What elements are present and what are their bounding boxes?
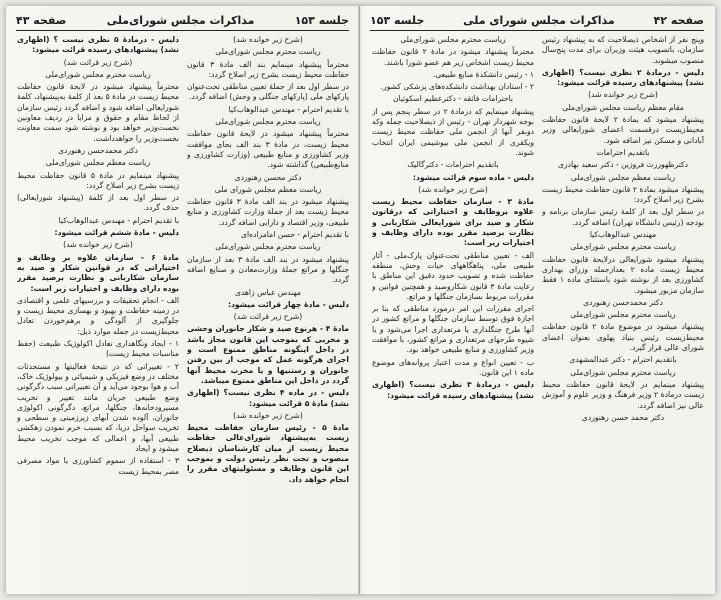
paragraph: الف - انجام تحقیقات و بررسیهای علمی و اقتصادی در زمینه حفاظت و بهبود و بهسازی محیط زیست و جلوگیری از آلودگی و برهم‌خوردن تعادل محیط‌زیست در جمله موارد ذیل:	[17, 295, 179, 336]
left-page-number: صفحه ۴۳	[16, 14, 67, 27]
paragraph: (شرح زیر قرائت شد)	[233, 312, 303, 322]
paragraph: ریاست محترم مجلس شورای‌ملی	[45, 69, 151, 79]
book-gutter	[358, 6, 364, 594]
paragraph: اجرای مقررات این امر درمورد مناطقی که بنا بر اجازهٔ فوق توسط سازمان جنگلها و مراتع کشور در آنها طرح جنگلداری یا مرتعداری اجرا می‌شود و یا شیوه طرحهای مرتعداری و مراتع کشور، با موافقت وزیر کشاورزی و منابع طبیعی خواهد بود.	[372, 304, 534, 355]
paragraph: در سطر اول بعد از کلمهٔ رئیس سازمان برنامه و بودجه (رئیس دانشگاه تهران) اضافه گردد.	[542, 207, 704, 227]
paragraph: مادهٔ ۵ - رئیس سازمان حفاظت محیط زیست به‌پیشنهاد شورای‌عالی حفاظت محیط زیست از میان کارشناسان ذیصلاح منصوب و تحت نظر رئیس دولت و بموجب این قانون وظایف و مسئولیتهای مقرر را انجام خواهد داد.	[187, 423, 349, 484]
paragraph: وپنج نفر از اشخاص ذیصلاحیت که به پیشنهاد رئیس سازمان، باتصویب هیئت وزیران برای مدت پنج‌سال منصوب میشوند.	[542, 35, 704, 65]
paragraph: (شرح زیر خوانده شد)	[63, 240, 133, 250]
paragraph: پیشنهاد مینمایم در لایحهٔ قانون حفاظت محیط زیست درمادهٔ ۲ وزیر فرهنگ و وزیر علوم و آموزش عالی نیز اضافه گردد.	[542, 379, 704, 410]
left-page-header	[16, 14, 349, 31]
paragraph: دکترظهوررث فروزین - دکتر سعید بهادری	[558, 160, 688, 170]
right-page-columns	[370, 35, 704, 583]
paragraph: ریاست معظم مجلس شورای‌ملی	[570, 172, 676, 182]
paragraph: پیشنهاد میشود که بمادهٔ ۲ لایحهٔ قانون حفاظت محیط‌زیست درقسمت اعضای شورایعالی وزیر آبادانی و مسکن نیز اضافه شود.	[542, 115, 704, 145]
paragraph: ۱ - رئیس دانشکدهٔ منابع طبیعی.	[432, 69, 534, 79]
paragraph: ریاست معظم مجلس شورای‌ملی	[45, 158, 151, 168]
paragraph: دلیس - مادهٔ ششم قرائت میشود:	[54, 228, 179, 238]
paragraph: مقام معظم ریاست مجلس شورای‌ملی	[562, 102, 684, 112]
left-page	[6, 6, 360, 594]
right-page-number: صفحه ۴۲	[653, 14, 704, 27]
paragraph: ۱ - ایجاد ونگاهداری تعادل اکولوژیک طبیعت (حفظ مناسبات محیط زیست)	[17, 339, 179, 359]
right-page-session: جلسه ۱۵۳	[370, 14, 425, 27]
paragraph: مادهٔ ۶ - سازمان علاوه بر وظایف و اختیاراتی که در قوانین شکار و صید به سازمان شکاربانی و نظارت برصید مقرر بوده دارای وظایف و اختیارات زیر است:	[17, 252, 179, 293]
paragraph: محترماً پیشنهاد میشود در مادهٔ ۲ قانون حفاظت محیط زیست اشخاص زیر هم عضو شورا باشند.	[372, 47, 534, 67]
left-page-title: مذاکرات مجلس شورای‌ملی	[106, 14, 255, 27]
paragraph: پیشنهاد میشود در موضوع مادهٔ ۲ قانون حفاظت محیط‌زیست رئیس بنیاد پهلوی بعنوان اعضای شورای عالی قرار گیرد.	[542, 322, 704, 353]
paragraph: دکتر محمدحسن رهنوردی	[58, 145, 138, 155]
paragraph: دلیس - ماده سوم قرائت میشود:	[412, 172, 534, 182]
paragraph: (شرح زیر قرائت شد)	[63, 57, 133, 67]
right-page-header	[370, 14, 704, 31]
paragraph: پیشنهاد میشود شورایعالی درلایحهٔ قانون حفاظت محیط زیست ماده ۲ بعدازجمله وزرای بهداری کشاورزی بعد از نوشته شود باستثنای ماده ۱ فقط سازمان مزبور میشود.	[542, 254, 704, 295]
paragraph: دلیس - در ماده ۴ نظری نیست؟ (اظهاری نشد) مادهٔ ۵ قرائت میشود:	[187, 388, 349, 408]
paragraph: (شرح زیر خوانده شد)	[418, 184, 488, 194]
paragraph: پیشنهاد مینمایم در مادهٔ ۵ قانون حفاظت محیط زیست بشرح زیر اصلاح گردد:	[17, 170, 179, 190]
paragraph: باتقدیم احترامات - دکترگالیک	[407, 160, 499, 170]
paragraph: دلیس - درمادهٔ ۳ نظری نیست؟ (اظهاری نشد) پیشنهادهای رسیده قرائت میشود:	[372, 380, 534, 400]
paragraph: ریاست محترم مجلس شورای‌ملی	[215, 47, 321, 57]
paragraph: با تقدیم احترام - حسن امامزاده‌ای	[241, 230, 349, 240]
right-page-title: مذاکرات مجلس شورای ملی	[463, 14, 615, 27]
paragraph: ریاست معظم مجلس شورای ملی	[214, 184, 322, 194]
paragraph: الف - تعیین مناطقی تحت‌عنوان پارک‌ملی - آثار طبیعی ملی، پناهگاههای حیات وحش، منطقه حفاظت شده و تصویب حدود دقیق این مناطق با رعایت مادهٔ ۳ قانون شکاروصید و همچنین قوانین و مقررات مربوط بسازمان جنگلها و مراتع.	[372, 250, 534, 301]
paragraph: (شرح زیر خوانده شد)	[233, 35, 303, 44]
paragraph: باتقدیم احترام - دکتر عبدالمشهدی	[569, 355, 677, 365]
paragraph: ب - تعیین انواع و مدت اعتبار پروانه‌های موضوع ماده ۱ این قانون.	[372, 357, 534, 377]
paragraph: مادهٔ ۳ - سازمان حفاظت محیط زیست علاوه بروظایف و اختیاراتی که درقانون شکار و صید برای شورایعالی شکاربانی و نظارت برصید مقرر بوده دارای وظایف و اختیارات زیر است:	[372, 197, 534, 248]
right-page	[360, 6, 714, 594]
paragraph: (شرح زیر خوانده شد)	[588, 90, 658, 100]
left-page-right-column	[187, 35, 349, 583]
paragraph: ریاست محترم مجلس شورای‌ملی	[570, 242, 676, 252]
paragraph: ۳ - استفاده از سموم کشاورزی یا مواد مصرفی مضر بمحیط زیست	[17, 456, 179, 476]
paragraph: در سطر اول بعد از جملهٔ تعیین مناطقی تحت‌عنوان پارکهای ملی (پارکهای جنگلی و وحش) اضافه گردد.	[187, 82, 349, 102]
left-page-left-column	[17, 35, 179, 583]
paragraph: باحترامات فائقه - دکترعظیم اسکوئیان	[392, 94, 514, 104]
paragraph: دکتر محسن رهنوردی	[234, 172, 302, 182]
paragraph: باتقدیم احترامات	[596, 147, 650, 157]
paragraph: (شرح زیر خوانده شد)	[233, 410, 303, 420]
paragraph: ریاست محترم مجلس شورای‌ملی	[570, 367, 676, 377]
paragraph: ریاست محترم مجلس شورای‌ملی	[400, 35, 506, 44]
paragraph: ۲ - استادان بهداشت دانشکده‌های پزشکی کشور.	[380, 82, 534, 92]
paragraph: دکتر محمدحسن رهنوردی	[583, 297, 663, 307]
right-page-left-column	[372, 35, 534, 583]
paragraph: محترماً پیشنهاد میشود در لایحهٔ قانون حفاظت محیط زیست در مادهٔ ۵ بعد از کلمهٔ به‌پیشنهاد، کلمهٔ شورایعالی اضافه شود و اضافه گردد رئیس سازمان از لحاظ مقام و حقوق و مزایا در ردیف معاونین نخست‌وزیر خواهد بود و نوشته شود سمت معاونت نخست‌وزیر را خواهدداشت.	[17, 82, 179, 143]
paragraph: دلیس - درمادهٔ ۲ نظری نیست؟ (اظهاری نشد) پیشنهادهای رسیده قرائت میشود:	[542, 67, 704, 88]
right-page-right-column	[542, 35, 704, 583]
book-spread	[6, 6, 715, 594]
paragraph: با تقدیم احترام - مهندس عبدالوهاب‌کیا	[228, 104, 349, 114]
paragraph: پیشنهاد میشود بمادهٔ ۲ قانون حفاظت محیط زیست بشرح زیر اصلاح گردد:	[542, 184, 704, 205]
paragraph: ریاست محترم مجلس شورای‌ملی	[215, 242, 321, 252]
paragraph: دکتر محمد حسن رهنوردی	[581, 412, 665, 422]
paragraph: ریاست محترم مجلس شورای‌ملی	[570, 310, 676, 320]
paragraph: دلیس - درمادهٔ ۵ نظری نیست ؟ (اظهاری نشد) پیشنهادهای رسیده قرائت میشود:	[17, 35, 179, 55]
paragraph: پیشنهاد میشود در بند الف مادهٔ ۳ قانون حفاظت محیط زیست بعد از جملهٔ وزارت کشاورزی و منابع طبیعی، وزیر اقتصاد و دارایی اضافه گردد.	[187, 197, 349, 227]
paragraph: پیشنهاد میشود در بند الف مادهٔ ۳ بعد از سازمان جنگلها و مراتع جملهٔ وزارت‌معادن و صنایع اضافه گردد.	[187, 254, 349, 285]
paragraph: مادهٔ ۴ - هرنوع صید و شکار جانوران وحشی و مخربی که بموجب این قانون مجاز باشد در داخل اینگونه مناطق ممنوع است و اجرای هرگونه عمل که موجب از بین رفتن جانوران و رستنیها و یا مخرب محیط آنها گردد در داخل این مناطق ممنوع میباشد.	[187, 324, 349, 385]
left-page-columns	[16, 35, 349, 583]
paragraph: مهندس عبدالوهاب‌کیا	[589, 230, 657, 240]
paragraph: ریاست محترم مجلس شورای‌ملی	[215, 117, 321, 127]
paragraph: با تقدیم احترام - مهندس عبدالوهاب‌کیا	[58, 215, 179, 225]
paragraph: دلیس - مادهٔ چهار قرائت میشود:	[227, 299, 349, 309]
paragraph: مهندس عباس زاهدی	[234, 287, 302, 297]
paragraph: ۲ - تغییراتی که در نتیجهٔ فعالیتها و مستحدثات مختلف در وضع فیزیکی و شیمیائی و بیولوژیک خاک، آب و هوا بوجود می‌آید و آن تغییراتی سبب دگرگونی وضع طبیعی جریان مانند تغییر و تخریب مسیرودخانه‌ها، جنگلها، مراتع، دگرگونی اکولوژی جانوران، آلوده شدن آبهای زیرزمینی و سطحی و تخریب سواحل دریا، که بسبب خرم نمودن زهکشی طبیعی آبها، و اعمالی که موجب تخریب محیط میشود و ایجاد	[17, 361, 179, 453]
paragraph: در سطر اول بعد از کلمهٔ (پیشنهاد شورایعالی) حذف گردد.	[17, 193, 179, 213]
paragraph: محترماً پیشنهاد میشود در لایحهٔ قانون حفاظت محیط زیست، در مادهٔ ۳ بند الف بجای موافقت وزیر کشاورزی و منابع طبیعی (وزارت کشاورزی و منابع‌طبیعی) گذاشته شود.	[187, 129, 349, 170]
paragraph: پیشنهاد مینمایم که درمادهٔ ۲ در سطر پنجم پس از بوجه شهردار تهران - رئیس از ذیصلاحیت جمله وکه دوبفر آنها از انجمن ملی حفاظت محیط زیست ویکفری از انجمن ملی بیوشیمی ایران انتخاب شوند.	[372, 106, 534, 157]
paragraph: محترماً پیشنهاد مینمایم بند الف مادهٔ ۳ قانون حفاظت محیط زیست بشرح زیر اصلاح گردد:	[187, 59, 349, 79]
left-page-session: جلسه ۱۵۳	[294, 14, 349, 27]
